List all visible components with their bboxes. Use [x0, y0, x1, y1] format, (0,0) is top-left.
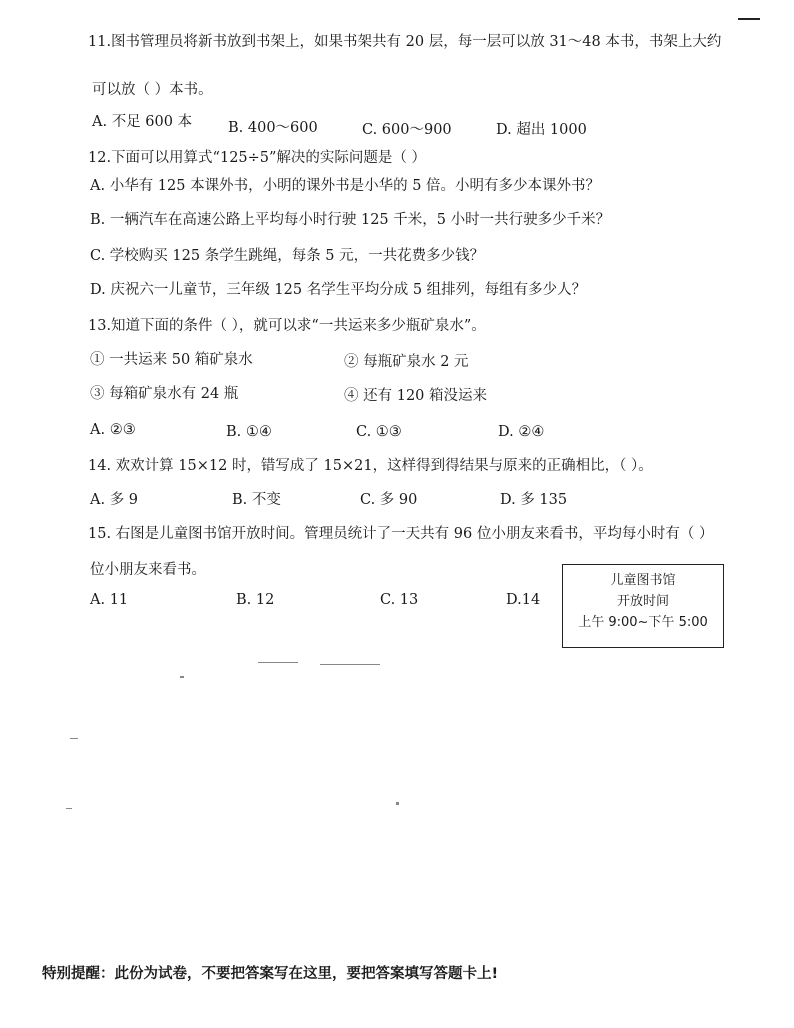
q14-option-b: B. 不变: [232, 492, 281, 508]
question-15-line2: 位小朋友来看书。: [90, 562, 206, 578]
q12-option-a: A. 小华有 125 本课外书，小明的课外书是小华的 5 倍。小明有多少本课外书？: [90, 178, 601, 194]
question-11-line1: 11.图书管理员将新书放到书架上，如果书架共有 20 层，每一层可以放 31～48 本书，书架上大约: [88, 34, 722, 50]
library-hours-title: 儿童图书馆: [610, 573, 676, 588]
scan-speck: [70, 738, 78, 739]
q14-option-a: A. 多 9: [90, 492, 139, 508]
q13-condition-1: ① 一共运来 50 箱矿泉水: [90, 352, 253, 368]
footer-notice: 特别提醒：此份为试卷，不要把答案写在这里，要把答案填写答题卡上!: [42, 966, 499, 982]
q11-option-c: C. 600～900: [362, 122, 452, 138]
q14-option-c: C. 多 90: [360, 492, 418, 508]
q11-option-b: B. 400～600: [228, 120, 318, 136]
q12-option-c: C. 学校购买 125 条学生跳绳，每条 5 元，一共花费多少钱？: [90, 248, 485, 264]
library-hours-box: [562, 564, 724, 648]
question-15-line1: 15. 右图是儿童图书馆开放时间。管理员统计了一天共有 96 位小朋友来看书，平均每小时有（ ）: [88, 526, 714, 542]
q12-option-b: B. 一辆汽车在高速公路上平均每小时行驶 125 千米，5 小时一共行驶多少千米？: [90, 212, 611, 228]
q13-option-c: C. ①③: [356, 424, 402, 440]
q13-option-d: D. ②④: [498, 424, 545, 440]
q15-option-a: A. 11: [90, 592, 129, 608]
library-hours-time: 上午 9:00~下午 5:00: [578, 615, 708, 630]
q13-option-b: B. ①④: [226, 424, 272, 440]
question-11-line2: 可以放（ ）本书。: [92, 82, 213, 98]
corner-mark: [738, 18, 760, 20]
scan-speck: [320, 664, 380, 665]
scan-speck: [66, 808, 72, 809]
question-12-line1: 12.下面可以用算式“125÷5”解决的实际问题是（ ）: [88, 150, 427, 166]
q11-option-a: A. 不足 600 本: [92, 114, 193, 130]
q11-option-d: D. 超出 1000: [496, 122, 587, 138]
q13-condition-4: ④ 还有 120 箱没运来: [344, 388, 488, 404]
q14-option-d: D. 多 135: [500, 492, 568, 508]
q15-option-c: C. 13: [380, 592, 419, 608]
q12-option-d: D. 庆祝六一儿童节，三年级 125 名学生平均分成 5 组排列，每组有多少人？: [90, 282, 587, 298]
q13-condition-3: ③ 每箱矿泉水有 24 瓶: [90, 386, 239, 402]
q13-condition-2: ② 每瓶矿泉水 2 元: [344, 354, 469, 370]
question-13-line1: 13.知道下面的条件（ ），就可以求“一共运来多少瓶矿泉水”。: [88, 318, 486, 334]
question-14-line1: 14. 欢欢计算 15×12 时，错写成了 15×21，这样得到得结果与原来的正确相比，（ ）。: [88, 458, 653, 474]
scan-speck: [396, 802, 399, 805]
scan-speck: [180, 676, 184, 678]
scan-speck: [258, 662, 298, 663]
q15-option-d: D.14: [506, 592, 541, 608]
q15-option-b: B. 12: [236, 592, 275, 608]
q13-option-a: A. ②③: [90, 422, 136, 438]
library-hours-subtitle: 开放时间: [616, 594, 669, 609]
